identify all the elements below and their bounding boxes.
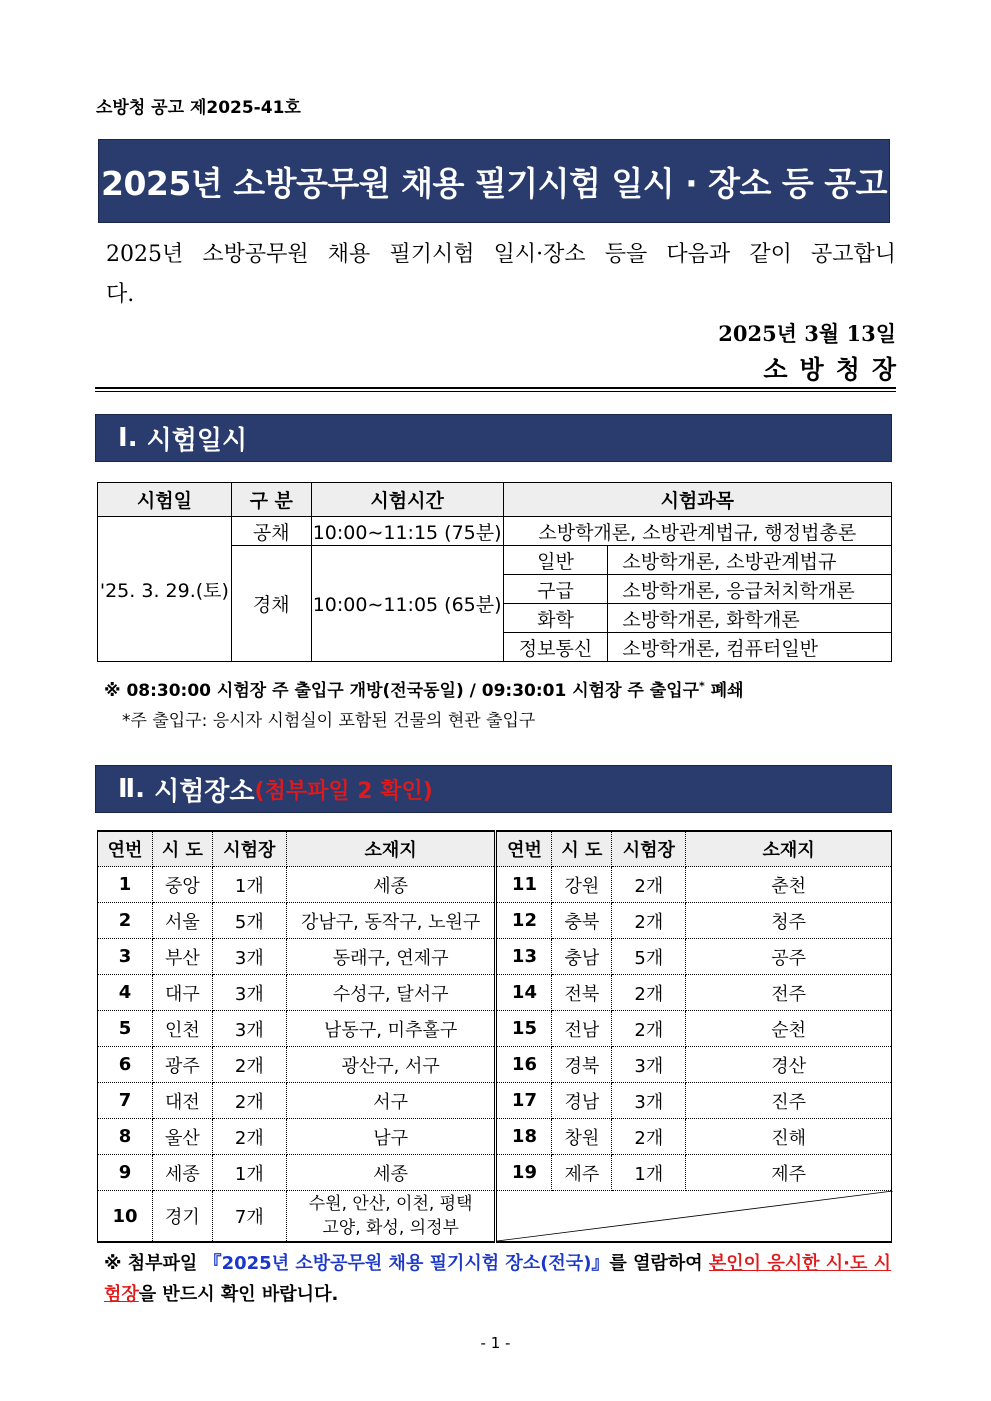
venue-count: 2개 bbox=[212, 1083, 286, 1119]
signer: 소방청장 bbox=[763, 355, 908, 384]
venue-no: 8 bbox=[98, 1119, 153, 1155]
attachment-note-c: 를 열람하여 bbox=[609, 1253, 709, 1274]
section-1-title: 시험일시 bbox=[146, 425, 248, 456]
diagonal-line bbox=[497, 1191, 893, 1241]
table-row bbox=[98, 1155, 892, 1191]
col-location: 소재지 bbox=[686, 831, 892, 867]
col-category: 구 분 bbox=[231, 483, 311, 517]
venue-count: 5개 bbox=[212, 903, 286, 939]
venue-location bbox=[286, 1191, 496, 1243]
venue-sido: 경남 bbox=[552, 1083, 612, 1119]
col-sido: 시 도 bbox=[552, 831, 612, 867]
venue-location: 세종 bbox=[286, 867, 496, 903]
venue-sido: 인천 bbox=[152, 1011, 212, 1047]
section-2-attachment-note: (첨부파일 2 확인) bbox=[254, 778, 433, 804]
venue-no: 2 bbox=[98, 903, 153, 939]
venue-location: 동래구, 연제구 bbox=[286, 939, 496, 975]
table-row bbox=[98, 1119, 892, 1155]
category-career: 경채 bbox=[231, 546, 311, 662]
col-location: 소재지 bbox=[286, 831, 496, 867]
venue-no: 19 bbox=[496, 1155, 552, 1191]
venue-sido: 전북 bbox=[552, 975, 612, 1011]
section-1-dot: . bbox=[127, 423, 147, 453]
venue-no: 16 bbox=[496, 1047, 552, 1083]
col-no: 연번 bbox=[98, 831, 153, 867]
venue-no: 7 bbox=[98, 1083, 153, 1119]
venue-location: 강남구, 동작구, 노원구 bbox=[286, 903, 496, 939]
table-row bbox=[98, 1011, 892, 1047]
table-row bbox=[98, 1047, 892, 1083]
attachment-note-a: ※ 첨부파일 bbox=[104, 1253, 204, 1274]
venue-sido: 대구 bbox=[152, 975, 212, 1011]
schedule-row-open bbox=[98, 517, 892, 546]
table-row bbox=[98, 903, 892, 939]
venue-sido: 세종 bbox=[152, 1155, 212, 1191]
intro-text: 2025년 소방공무원 채용 필기시험 일시·장소 등을 다음과 같이 공고합니다. bbox=[106, 242, 896, 307]
section-1-header bbox=[95, 414, 892, 462]
venue-sido: 충남 bbox=[552, 939, 612, 975]
venue-count: 2개 bbox=[612, 975, 686, 1011]
venue-sido: 충북 bbox=[552, 903, 612, 939]
announcement-date: 2025년 3월 13일 bbox=[718, 321, 896, 346]
subjects-open: 소방학개론, 소방관계법규, 행정법총론 bbox=[503, 517, 891, 546]
section-2-dot: . bbox=[135, 774, 155, 804]
table-row bbox=[98, 867, 892, 903]
venue-sido: 강원 bbox=[552, 867, 612, 903]
venue-location: 순천 bbox=[686, 1011, 892, 1047]
schedule-header-row bbox=[98, 483, 892, 517]
track-cell: 정보통신 bbox=[503, 633, 608, 662]
venue-location: 남구 bbox=[286, 1119, 496, 1155]
venue-no: 1 bbox=[98, 867, 153, 903]
entrance-note-end: 폐쇄 bbox=[704, 681, 744, 701]
table-row bbox=[98, 1083, 892, 1119]
venue-count: 5개 bbox=[612, 939, 686, 975]
venue-location: 남동구, 미추홀구 bbox=[286, 1011, 496, 1047]
venue-count: 2개 bbox=[612, 903, 686, 939]
venue-location: 공주 bbox=[686, 939, 892, 975]
venue-no: 5 bbox=[98, 1011, 153, 1047]
venue-header-row bbox=[98, 831, 892, 867]
venue-count: 2개 bbox=[212, 1047, 286, 1083]
track-cell: 구급 bbox=[503, 575, 608, 604]
venue-no: 13 bbox=[496, 939, 552, 975]
section-2-header bbox=[95, 765, 892, 813]
section-1-numeral: Ⅰ bbox=[118, 423, 128, 453]
attachment-note bbox=[104, 1248, 896, 1310]
venue-no: 11 bbox=[496, 867, 552, 903]
venue-count: 1개 bbox=[612, 1155, 686, 1191]
venue-location: 수성구, 달서구 bbox=[286, 975, 496, 1011]
exam-date-cell: '25. 3. 29.(토) bbox=[98, 517, 232, 662]
section-2-numeral: Ⅱ bbox=[118, 774, 136, 804]
venue-location: 춘천 bbox=[686, 867, 892, 903]
venue-no: 4 bbox=[98, 975, 153, 1011]
table-row bbox=[98, 1191, 892, 1243]
venue-count: 2개 bbox=[612, 867, 686, 903]
venue-sido: 전남 bbox=[552, 1011, 612, 1047]
notice-number: 소방청 공고 제2025-41호 bbox=[96, 98, 301, 118]
venue-sido: 창원 bbox=[552, 1119, 612, 1155]
section-2-title: 시험장소 bbox=[154, 776, 255, 807]
venue-no: 10 bbox=[98, 1191, 153, 1243]
col-no: 연번 bbox=[496, 831, 552, 867]
exam-venue-table bbox=[97, 830, 892, 1243]
venue-location: 광산구, 서구 bbox=[286, 1047, 496, 1083]
table-row bbox=[98, 939, 892, 975]
track-cell: 화학 bbox=[503, 604, 608, 633]
venue-no: 6 bbox=[98, 1047, 153, 1083]
table-row bbox=[98, 975, 892, 1011]
venue-count: 1개 bbox=[212, 1155, 286, 1191]
venue-no: 18 bbox=[496, 1119, 552, 1155]
venue-no: 12 bbox=[496, 903, 552, 939]
col-exam-time: 시험시간 bbox=[311, 483, 503, 517]
venue-count: 2개 bbox=[212, 1119, 286, 1155]
col-sido: 시 도 bbox=[152, 831, 212, 867]
venue-location: 전주 bbox=[686, 975, 892, 1011]
venue-no: 17 bbox=[496, 1083, 552, 1119]
venue-sido: 부산 bbox=[152, 939, 212, 975]
venue-no: 3 bbox=[98, 939, 153, 975]
entrance-note-text: ※ 08:30:00 시험장 주 출입구 개방(전국동일) / 09:30:01 시험장 주 출입구 bbox=[104, 681, 700, 701]
venue-sido: 경북 bbox=[552, 1047, 612, 1083]
venue-no: 15 bbox=[496, 1011, 552, 1047]
entrance-note-sup: * bbox=[699, 679, 705, 693]
track-subjects: 소방학개론, 소방관계법규 bbox=[608, 546, 892, 575]
venue-sido: 경기 bbox=[152, 1191, 212, 1243]
venue-sido: 대전 bbox=[152, 1083, 212, 1119]
exam-schedule-table bbox=[97, 482, 892, 662]
venue-sido: 광주 bbox=[152, 1047, 212, 1083]
venue-location: 제주 bbox=[686, 1155, 892, 1191]
col-exam-date: 시험일 bbox=[98, 483, 232, 517]
divider-thin bbox=[95, 391, 896, 392]
col-venue-count: 시험장 bbox=[212, 831, 286, 867]
attachment-emphasis: 본인이 응시한 시·도 시험장 bbox=[104, 1253, 892, 1305]
venue-sido: 제주 bbox=[552, 1155, 612, 1191]
venue-no: 9 bbox=[98, 1155, 153, 1191]
page-number: - 1 - bbox=[480, 1334, 511, 1352]
attachment-file-name: 『2025년 소방공무원 채용 필기시험 장소(전국)』 bbox=[203, 1253, 610, 1274]
venue-count: 1개 bbox=[212, 867, 286, 903]
time-career: 10:00∼11:05 (65분) bbox=[311, 546, 503, 662]
venue-location-line: 고양, 화성, 의정부 bbox=[322, 1218, 459, 1238]
attachment-note-e: 을 반드시 확인 바랍니다. bbox=[138, 1284, 339, 1305]
venue-sido: 중앙 bbox=[152, 867, 212, 903]
venue-location: 경산 bbox=[686, 1047, 892, 1083]
venue-count: 3개 bbox=[612, 1047, 686, 1083]
venue-count: 7개 bbox=[212, 1191, 286, 1243]
venue-location: 서구 bbox=[286, 1083, 496, 1119]
empty-cell bbox=[496, 1191, 892, 1243]
col-subjects: 시험과목 bbox=[503, 483, 891, 517]
track-subjects: 소방학개론, 응급처치학개론 bbox=[608, 575, 892, 604]
venue-count: 2개 bbox=[612, 1011, 686, 1047]
entrance-footnote: *주 출입구: 응시자 시험실이 포함된 건물의 현관 출입구 bbox=[122, 711, 536, 731]
time-open: 10:00∼11:15 (75분) bbox=[311, 517, 503, 546]
venue-location: 진해 bbox=[686, 1119, 892, 1155]
venue-location-line: 수원, 안산, 이천, 평택 bbox=[308, 1194, 473, 1214]
venue-sido: 울산 bbox=[152, 1119, 212, 1155]
venue-count: 3개 bbox=[612, 1083, 686, 1119]
venue-sido: 서울 bbox=[152, 903, 212, 939]
venue-count: 3개 bbox=[212, 975, 286, 1011]
venue-location: 진주 bbox=[686, 1083, 892, 1119]
category-open: 공채 bbox=[231, 517, 311, 546]
track-cell: 일반 bbox=[503, 546, 608, 575]
divider-thick bbox=[95, 387, 896, 389]
venue-no: 14 bbox=[496, 975, 552, 1011]
track-subjects: 소방학개론, 컴퓨터일반 bbox=[608, 633, 892, 662]
entrance-note bbox=[104, 676, 744, 701]
venue-count: 3개 bbox=[212, 1011, 286, 1047]
venue-location: 청주 bbox=[686, 903, 892, 939]
col-venue-count: 시험장 bbox=[612, 831, 686, 867]
venue-location: 세종 bbox=[286, 1155, 496, 1191]
track-subjects: 소방학개론, 화학개론 bbox=[608, 604, 892, 633]
venue-count: 2개 bbox=[612, 1119, 686, 1155]
page-title: 2025년 소방공무원 채용 필기시험 일시 · 장소 등 공고 bbox=[98, 139, 890, 223]
venue-count: 3개 bbox=[212, 939, 286, 975]
